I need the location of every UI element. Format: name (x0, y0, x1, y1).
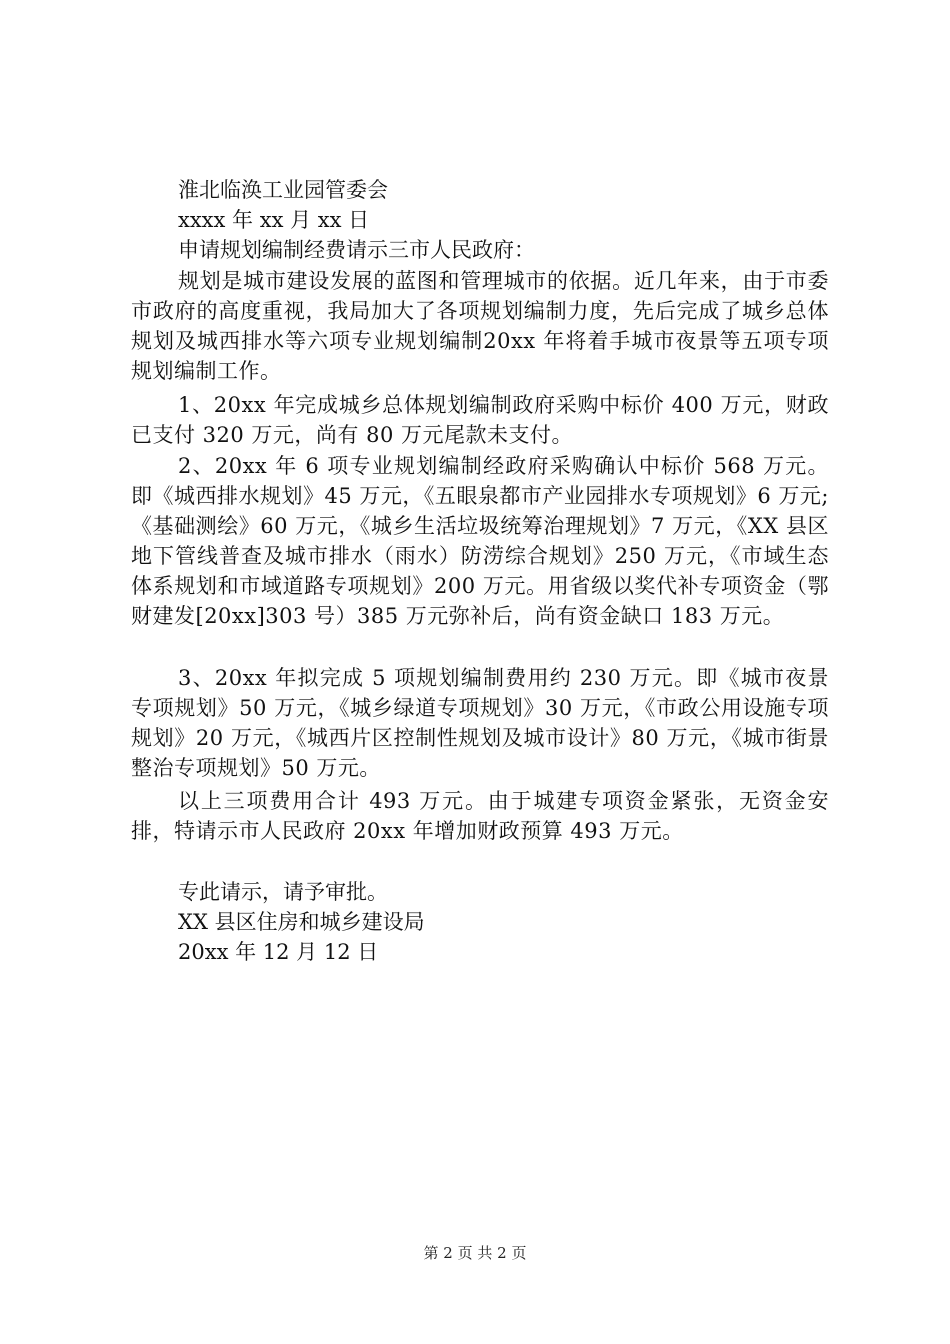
signer-name: XX 县区住房和城乡建设局 (178, 910, 425, 934)
signature-date: 20xx 年 12 月 12 日 (178, 940, 379, 964)
paragraph-summary: 以上三项费用合计 493 万元。由于城建专项资金紧张，无资金安排，特请示市人民政府 20xx 年增加财政预算 493 万元。 (131, 789, 829, 843)
organization-name: 淮北临涣工业园管委会 (178, 178, 388, 202)
closing-line: 专此请示，请予审批。 (178, 880, 388, 904)
request-title: 申请规划编制经费请示三市人民政府： (178, 238, 535, 262)
paragraph-intro: 规划是城市建设发展的蓝图和管理城市的依据。近几年来，由于市委市政府的高度重视，我局加大了各项规划编制力度，先后完成了城乡总体规划及城西排水等六项专业规划编制20xx 年将着手城市夜景等五项专项规划编制工作。 (131, 269, 829, 383)
header-date: xxxx 年 xx 月 xx 日 (178, 208, 370, 232)
paragraph-item-2: 2、20xx 年 6 项专业规划编制经政府采购确认中标价 568 万元。即《城西排水规划》45 万元，《五眼泉都市产业园排水专项规划》6 万元;《基础测绘》60 万元，《城乡生活垃圾统筹治理规划》7 万元，《XX 县区地下管线普查及城市排水（雨水）防涝综合规划》250 万元，《市域生态体系规划和市域道路专项规划》200 万元。用省级以奖代补专项资金（鄂财建发[20xx]303 号）385 万元弥补后，尚有资金缺口 183 万元。 (131, 454, 830, 628)
paragraph-item-1: 1、20xx 年完成城乡总体规划编制政府采购中标价 400 万元，财政已支付 320 万元，尚有 80 万元尾款未支付。 (131, 393, 829, 447)
page-number-footer: 第 2 页 共 2 页 (423, 1244, 527, 1262)
paragraph-item-3: 3、20xx 年拟完成 5 项规划编制费用约 230 万元。即《城市夜景专项规划》50 万元，《城乡绿道专项规划》30 万元，《市政公用设施专项规划》20 万元，《城西片区控制性规划及城市设计》80 万元，《城市街景整治专项规划》50 万元。 (131, 666, 829, 780)
